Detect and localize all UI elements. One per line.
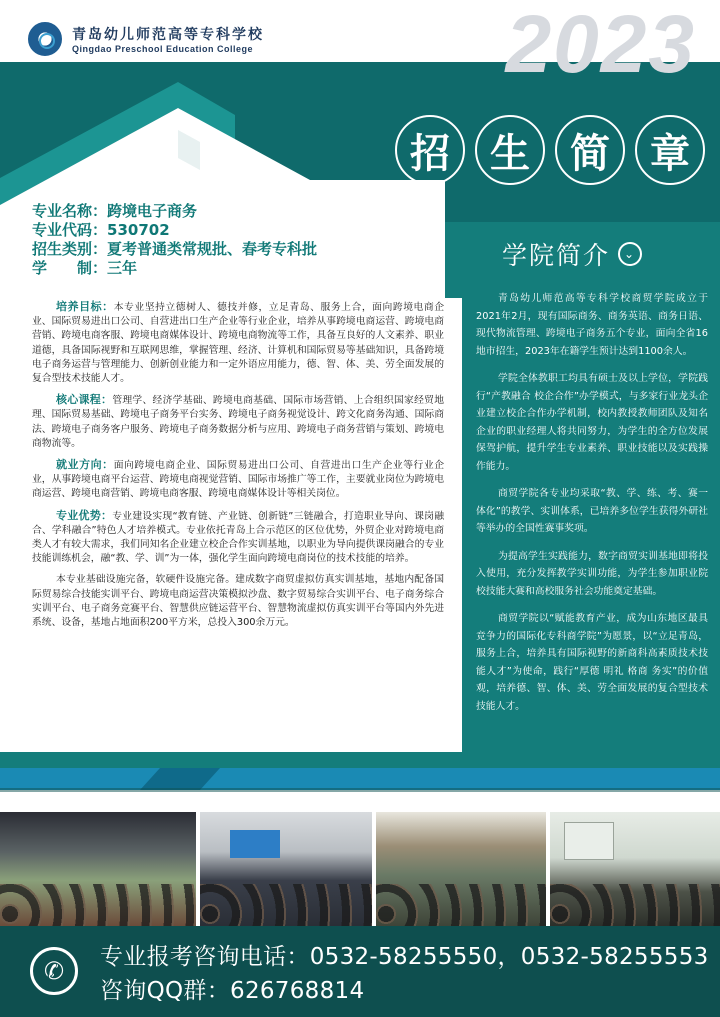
classroom-photo (200, 812, 372, 926)
section-text: 专业建设实现“教育链、产业链、创新链”三链融合，打造职业导向、课岗融合、学科融合”特色人才培养模式。专业依托青岛上合示范区的区位优势，外贸企业对跨境电商类人才有较大需求，我们同知名企业建立校企合作实训基地，以职业为导向提供课岗融合的专业技能训练机会，融“教、学、训”为一体，强化学生面向跨境电商岗位的技术技能的培养。 (32, 510, 444, 565)
section-heading: 核心课程： (56, 393, 113, 407)
school-name-en: Qingdao Preschool Education College (72, 44, 254, 54)
chevron-down-icon: ⌄ (618, 242, 642, 266)
title-circles (395, 115, 705, 185)
advantages-paragraph (32, 509, 444, 567)
stripe-band (0, 752, 720, 812)
facilities-paragraph (32, 573, 444, 630)
info-value: 跨境电子商务 (107, 202, 198, 220)
intro-paragraph: 青岛幼儿师范高等专科学校商贸学院成立于2021年2月，现有国际商务、商务英语、商务日语、现代物流管理、跨境电子商务五个专业，面向全省16地市招生，2023年在籍学生预计达到1100余人。 (476, 293, 708, 357)
career-paragraph (32, 458, 444, 502)
section-text: 管理学、经济学基础、跨境电商基础、国际市场营销、上合组织国家经贸地理、国际贸易基础、跨境电子商务平台实务、跨境电子商务视觉设计、跨文化商务沟通、国际商法、跨境电子商务客户服务、跨境电子商务数据分析与应用、跨境电子商务营销与策划、跨境电商物流等。 (32, 395, 445, 449)
college-intro (476, 290, 708, 725)
section-heading: 培养目标： (56, 300, 114, 313)
info-row (32, 240, 317, 259)
training-goal-paragraph (32, 300, 444, 386)
section-heading: 就业方向： (56, 458, 114, 472)
intro-title (502, 236, 642, 272)
section-heading: 专业优势： (56, 508, 113, 522)
qq-line: 咨询QQ群：626768814 (100, 978, 365, 1004)
intro-paragraph: 商贸学院以“赋能教育产业，成为山东地区最具竞争力的国际化专科商学院”为愿景，以“立足青岛，服务上合，培养具有国际视野的新商科高素质技术技能人才”为使命，践行“厚德 明礼 格商 务实”的价值观，培养德、智、体、美、劳全面发展的复合型技术技能人才。 (476, 613, 708, 712)
program-details (32, 300, 444, 637)
program-info (32, 202, 317, 278)
section-text: 本专业坚持立德树人、德技并修，立足青岛、服务上合，面向跨境电商企业、国际贸易进出口公司、自营进出口生产企业等行业企业，培养从事跨境电商运营、跨境电商营销、跨境电商客服、跨境电商媒体设计、跨境电商物流等工作，具备互良好的人文素养、职业道德，具备国际视野和互联网思维，掌握管理、经济、计算机和国际贸易等基础知识，具备跨境电子商务运营与管理能力、创新创业能力和一定外语应用能力，德、智、体、美、劳全面发展的复合型技术技能人才。 (32, 302, 445, 385)
intro-paragraph: 学院全体教职工均具有硕士及以上学位，学院践行“产教融合 校企合作”办学模式，与多家行业龙头企业建立校企合作办学机制，校内教授教师团队及知名企业的职业经理人将共同努力，为学生的全方位发展保驾护航，提升学生专业素养、职业技能以及实践操作能力。 (476, 373, 708, 472)
title-char: 简 (555, 115, 625, 185)
title-char: 章 (635, 115, 705, 185)
intro-title-text: 学院简介 (502, 241, 611, 270)
title-char: 生 (475, 115, 545, 185)
info-value: 三年 (107, 259, 138, 277)
presentation-photo (550, 812, 720, 926)
year-watermark: 2023 (505, 0, 696, 90)
intro-paragraph: 为提高学生实践能力，数字商贸实训基地即将投入使用，充分发挥教学实训功能，为学生参加职业院校技能大赛和高校服务社会功能奠定基础。 (476, 550, 708, 597)
info-row (32, 259, 317, 278)
intro-paragraph: 商贸学院各专业均采取“教、学、练、考、赛一体化”的教学、实训体系，已培养多位学生获得外研社等举办的全国性赛事奖项。 (476, 488, 708, 534)
lecture-hall-photo (376, 812, 546, 926)
info-value: 530702 (107, 221, 170, 239)
school-name-cn: 青岛幼儿师范高等专科学校 (72, 27, 264, 43)
info-key: 学 制： (32, 259, 108, 277)
info-row (32, 202, 317, 221)
photo-strip (0, 812, 720, 926)
core-courses-paragraph (32, 393, 444, 451)
phone-line: 专业报考咨询电话：0532-58255550，0532-58255553 (100, 944, 709, 970)
activity-photo (0, 812, 196, 926)
phone-icon: ✆ (30, 947, 78, 995)
section-text: 本专业基础设施完备，软硬件设施完备。建成数字商贸虚拟仿真实训基地，基地内配备国际贸易综合技能实训平台、跨境电商运营决策模拟沙盘、数字贸易综合实训平台、电子商务综合实训平台、电子商务竞赛平台、智慧供应链运营平台、智慧物流虚拟仿真实训平台等国内外先进系统、设备，基地占地面积200平方米，总投入300余万元。 (32, 574, 444, 629)
info-value: 夏考普通类常规批、春考专科批 (107, 240, 318, 258)
section-text: 面向跨境电商企业、国际贸易进出口公司、自营进出口生产企业等行业企业，从事跨境电商平台运营、跨境电商视觉营销、国际市场推广等工作，主要就业岗位为跨境电商运营、跨境电商营销、跨境电商客服、跨境电商媒体设计等相关岗位。 (32, 460, 445, 500)
info-key: 招生类别： (32, 240, 108, 258)
info-key: 专业名称： (32, 202, 108, 220)
info-key: 专业代码： (32, 221, 108, 239)
info-row (32, 221, 317, 240)
title-char: 招 (395, 115, 465, 185)
